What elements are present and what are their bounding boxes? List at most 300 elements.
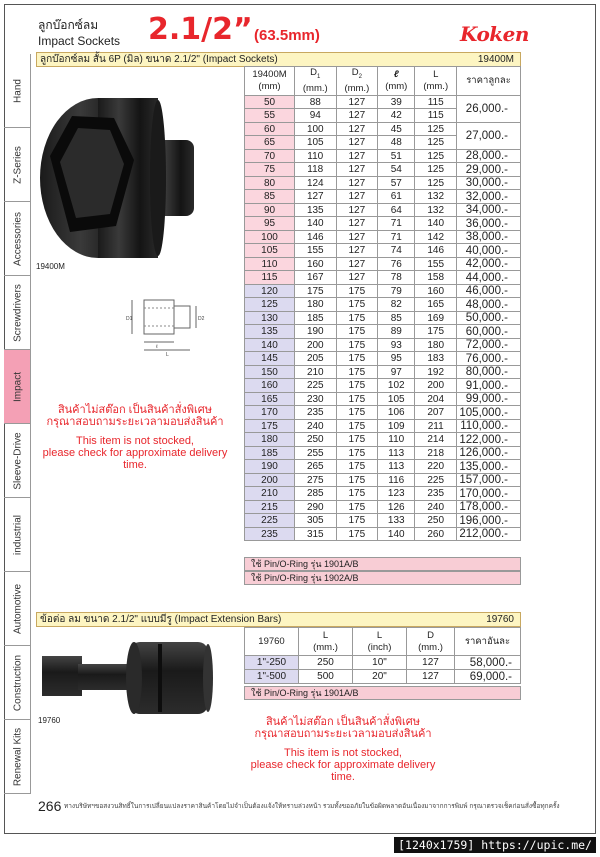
cell-price: 27,000.- <box>457 122 521 149</box>
cell-l: 115 <box>415 109 457 123</box>
cell-d2: 175 <box>336 338 378 352</box>
table-row <box>245 257 521 271</box>
cell-d1: 167 <box>295 271 337 285</box>
cell-l: 71 <box>378 230 415 244</box>
cell-l: 158 <box>415 271 457 285</box>
cell-size: 140 <box>245 338 295 352</box>
cell-l: 225 <box>415 473 457 487</box>
cell-d1: 105 <box>295 136 337 150</box>
cell-l: 76 <box>378 257 415 271</box>
cell-d2: 175 <box>336 419 378 433</box>
extension-image-caption: 19760 <box>38 716 61 725</box>
footer-disclaimer: ทางบริษัทฯขอสงวนสิทธิ์ในการเปลี่ยนแปลงราคาสินค้าโดยไม่จำเป็นต้องแจ้งให้ทราบล่วงหน้า รวมทั้งขออภัยในข้อผิดพลาดอันเนื่องมาจากการพิมพ์ กรุณาตรวจเช็คก่อนสั่งซื้อทุกครั้ง <box>64 803 560 810</box>
notice-english-line-1: This item is not stocked, <box>76 435 194 447</box>
cell-size: 175 <box>245 419 295 433</box>
cell-price: 28,000.- <box>457 149 521 163</box>
cell-l: 78 <box>378 271 415 285</box>
cell-l: 93 <box>378 338 415 352</box>
cell-d1: 185 <box>295 311 337 325</box>
cell-price: 60,000.- <box>457 325 521 339</box>
cell-d2: 175 <box>336 460 378 474</box>
cell-d1: 140 <box>295 217 337 231</box>
cell-price: 110,000.- <box>457 419 521 433</box>
cell-d1: 265 <box>295 460 337 474</box>
cell-price: 99,000.- <box>457 392 521 406</box>
svg-text:D1: D1 <box>126 316 133 322</box>
tab-sleeve-drive[interactable] <box>4 424 31 498</box>
col-model: 19400M (mm) <box>245 67 295 96</box>
cell-size: 50 <box>245 95 295 109</box>
cell-d1: 275 <box>295 473 337 487</box>
cell-d2: 175 <box>336 487 378 501</box>
tab-impact[interactable] <box>4 350 31 424</box>
cell-price: 91,000.- <box>457 379 521 393</box>
tab-label: Construction <box>12 654 23 711</box>
table-row <box>245 500 521 514</box>
cell-price: 126,000.- <box>457 446 521 460</box>
cell-d1: 124 <box>295 176 337 190</box>
cell-price: 196,000.- <box>457 514 521 528</box>
cell-price: 72,000.- <box>457 338 521 352</box>
cell-l: 200 <box>415 379 457 393</box>
cell-l: 204 <box>415 392 457 406</box>
cell-l: 250 <box>415 514 457 528</box>
socket-section-code: 19400M <box>477 54 514 65</box>
cell-l: 169 <box>415 311 457 325</box>
cell-d1: 100 <box>295 122 337 136</box>
tab-z-series[interactable] <box>4 128 31 202</box>
table-row <box>245 338 521 352</box>
table-row <box>245 406 521 420</box>
cell-l: 160 <box>415 284 457 298</box>
socket-spec-table <box>244 66 521 541</box>
page-number: 266 <box>38 798 62 814</box>
cell-l: 142 <box>415 230 457 244</box>
cell-d1: 240 <box>295 419 337 433</box>
cell-price: 178,000.- <box>457 500 521 514</box>
ext-col-model: 19760 <box>245 628 299 656</box>
cell-l: 95 <box>378 352 415 366</box>
tab-screwdrivers[interactable] <box>4 276 31 350</box>
table-row <box>245 487 521 501</box>
cell-d2: 127 <box>336 244 378 258</box>
cell-d2: 127 <box>336 136 378 150</box>
cell-price: 30,000.- <box>457 176 521 190</box>
table-row <box>245 271 521 285</box>
table-row <box>245 176 521 190</box>
header-title-english: Impact Sockets <box>38 34 121 48</box>
table-row <box>245 298 521 312</box>
impact-extension-bar-image <box>38 634 214 716</box>
cell-model: 1"-250 <box>245 656 299 670</box>
cell-l: 42 <box>378 109 415 123</box>
table-row <box>245 379 521 393</box>
cell-size: 130 <box>245 311 295 325</box>
pin-oring-note-1: ใช้ Pin/O-Ring รุ่น 1901A/B <box>244 557 521 571</box>
cell-size: 60 <box>245 122 295 136</box>
socket-stock-notice <box>30 404 240 471</box>
table-row <box>245 656 521 670</box>
cell-l: 260 <box>415 527 457 541</box>
table-row <box>245 284 521 298</box>
cell-l: 180 <box>415 338 457 352</box>
cell-l: 109 <box>378 419 415 433</box>
cell-d2: 175 <box>336 406 378 420</box>
ext-col-l-mm: L (mm.) <box>299 628 353 656</box>
cell-d1: 305 <box>295 514 337 528</box>
extension-spec-table <box>244 627 521 684</box>
cell-price: 26,000.- <box>457 95 521 122</box>
cell-l: 48 <box>378 136 415 150</box>
table-row <box>245 203 521 217</box>
cell-l: 125 <box>415 136 457 150</box>
table-row <box>245 433 521 447</box>
cell-l: 106 <box>378 406 415 420</box>
cell-d1: 110 <box>295 149 337 163</box>
cell-d2: 175 <box>336 473 378 487</box>
cell-price: 48,000.- <box>457 298 521 312</box>
cell-l: 82 <box>378 298 415 312</box>
cell-d2: 175 <box>336 392 378 406</box>
tab-label: Renewal Kits <box>12 727 23 786</box>
cell-size: 135 <box>245 325 295 339</box>
image-watermark: [1240x1759] https://upic.me/ <box>394 837 596 853</box>
cell-l: 133 <box>378 514 415 528</box>
cell-size: 105 <box>245 244 295 258</box>
cell-size: 95 <box>245 217 295 231</box>
cell-d2: 127 <box>336 217 378 231</box>
cell-price: 122,000.- <box>457 433 521 447</box>
tab-label: Z-Series <box>12 145 23 184</box>
cell-d1: 127 <box>295 190 337 204</box>
cell-l: 132 <box>415 203 457 217</box>
cell-size: 115 <box>245 271 295 285</box>
cell-l: 125 <box>415 176 457 190</box>
cell-l: 125 <box>415 163 457 177</box>
tab-label: Impact <box>12 371 23 402</box>
col-d2: $D_2$ (mm.) <box>336 67 378 96</box>
cell-d2: 127 <box>336 163 378 177</box>
cell-l: 165 <box>415 298 457 312</box>
cell-l: 57 <box>378 176 415 190</box>
cell-d1: 255 <box>295 446 337 460</box>
cell-d1: 250 <box>295 433 337 447</box>
cell-price: 76,000.- <box>457 352 521 366</box>
header-title-thai: ลูกบ๊อกซ์ลม <box>38 18 99 32</box>
tab-automotive[interactable] <box>4 572 31 646</box>
socket-image-caption: 19400M <box>36 262 65 271</box>
cell-l: 207 <box>415 406 457 420</box>
cell-size: 160 <box>245 379 295 393</box>
koken-logo: Koken <box>460 22 529 46</box>
cell-d2: 175 <box>336 352 378 366</box>
cell-size: 65 <box>245 136 295 150</box>
cell-size: 100 <box>245 230 295 244</box>
notice-thai-line-2: กรุณาสอบถามระยะเวลามอบส่งสินค้า <box>46 416 224 428</box>
cell-l: 89 <box>378 325 415 339</box>
cell-d2: 175 <box>336 379 378 393</box>
cell-d1: 180 <box>295 298 337 312</box>
cell-l: 240 <box>415 500 457 514</box>
cell-d2: 175 <box>336 325 378 339</box>
tab-label: Sleeve-Drive <box>12 431 23 490</box>
cell-d1: 315 <box>295 527 337 541</box>
header-size: 2.1/2” <box>148 12 253 47</box>
cell-l: 71 <box>378 217 415 231</box>
cell-d2: 175 <box>336 311 378 325</box>
cell-d2: 175 <box>336 433 378 447</box>
cell-l: 220 <box>415 460 457 474</box>
cell-price: 69,000.- <box>455 670 521 684</box>
table-row <box>245 217 521 231</box>
cell-size: 55 <box>245 109 295 123</box>
cell-l: 45 <box>378 122 415 136</box>
notice-english-line-3: time. <box>123 459 147 471</box>
svg-text:L: L <box>166 352 169 356</box>
cell-size: 200 <box>245 473 295 487</box>
cell-d1: 175 <box>295 284 337 298</box>
table-row <box>245 365 521 379</box>
table-row <box>245 190 521 204</box>
cell-l: 102 <box>378 379 415 393</box>
col-d1: $D_1$ (mm.) <box>295 67 337 96</box>
cell-price: 40,000.- <box>457 244 521 258</box>
cell-l: 183 <box>415 352 457 366</box>
cell-l: 116 <box>378 473 415 487</box>
cell-d2: 175 <box>336 298 378 312</box>
cell-l: 54 <box>378 163 415 177</box>
extension-section-code: 19760 <box>486 614 514 625</box>
cell-l: 85 <box>378 311 415 325</box>
cell-d1: 210 <box>295 365 337 379</box>
cell-d2: 127 <box>336 203 378 217</box>
notice-thai-line-1: สินค้าไม่สต๊อก เป็นสินค้าสั่งพิเศษ <box>57 404 213 416</box>
extension-stock-notice <box>240 716 446 783</box>
tab-label: Accessories <box>12 211 23 266</box>
cell-price: 44,000.- <box>457 271 521 285</box>
ext-notice-english-line-1: This item is not stocked, <box>284 747 402 759</box>
svg-text:ℓ: ℓ <box>156 344 158 350</box>
cell-l: 214 <box>415 433 457 447</box>
ext-notice-english-line-2: please check for approximate delivery <box>250 759 436 771</box>
socket-dimension-diagram <box>126 290 206 356</box>
cell-d1: 230 <box>295 392 337 406</box>
cell-size: 190 <box>245 460 295 474</box>
cell-d2: 175 <box>336 514 378 528</box>
cell-d2: 175 <box>336 446 378 460</box>
cell-price: 36,000.- <box>457 217 521 231</box>
cell-d1: 155 <box>295 244 337 258</box>
ext-notice-thai-line-1: สินค้าไม่สต๊อก เป็นสินค้าสั่งพิเศษ <box>265 716 421 728</box>
cell-l: 74 <box>378 244 415 258</box>
col-price: ราคาลูกละ <box>457 67 521 96</box>
cell-size: 110 <box>245 257 295 271</box>
cell-size: 210 <box>245 487 295 501</box>
cell-price: 170,000.- <box>457 487 521 501</box>
col-l-big: L (mm.) <box>415 67 457 96</box>
cell-l: 218 <box>415 446 457 460</box>
cell-price: 38,000.- <box>457 230 521 244</box>
cell-d1: 235 <box>295 406 337 420</box>
cell-size: 85 <box>245 190 295 204</box>
cell-size: 170 <box>245 406 295 420</box>
cell-price: 34,000.- <box>457 203 521 217</box>
cell-l: 123 <box>378 487 415 501</box>
cell-d: 127 <box>407 670 455 684</box>
cell-l: 126 <box>378 500 415 514</box>
cell-l: 39 <box>378 95 415 109</box>
table-row <box>245 527 521 541</box>
cell-d2: 175 <box>336 284 378 298</box>
cell-model: 1"-500 <box>245 670 299 684</box>
col-l-small: ℓ (mm) <box>378 67 415 96</box>
tab-label: Screwdrivers <box>12 283 23 342</box>
socket-section-title: ลูกบ๊อกซ์ลม สั้น 6P (มิล) ขนาด 2.1/2" (Impact Sockets) <box>40 54 278 65</box>
table-row <box>245 419 521 433</box>
cell-l: 140 <box>415 217 457 231</box>
cell-price: 80,000.- <box>457 365 521 379</box>
cell-price: 135,000.- <box>457 460 521 474</box>
cell-size: 215 <box>245 500 295 514</box>
cell-d: 127 <box>407 656 455 670</box>
cell-d2: 127 <box>336 271 378 285</box>
table-row <box>245 95 521 109</box>
cell-d2: 175 <box>336 500 378 514</box>
cell-l: 132 <box>415 190 457 204</box>
pin-oring-note-2: ใช้ Pin/O-Ring รุ่น 1902A/B <box>244 571 521 585</box>
cell-size: 235 <box>245 527 295 541</box>
cell-price: 46,000.- <box>457 284 521 298</box>
cell-l: 175 <box>415 325 457 339</box>
extension-section-bar <box>36 612 521 627</box>
table-row <box>245 514 521 528</box>
cell-d2: 127 <box>336 149 378 163</box>
cell-price: 105,000.- <box>457 406 521 420</box>
notice-english-line-2: please check for approximate delivery <box>42 447 228 459</box>
tab-industrial[interactable] <box>4 498 31 572</box>
cell-size: 165 <box>245 392 295 406</box>
cell-d2: 127 <box>336 190 378 204</box>
cell-d1: 135 <box>295 203 337 217</box>
cell-price: 50,000.- <box>457 311 521 325</box>
cell-d1: 205 <box>295 352 337 366</box>
cell-l: 192 <box>415 365 457 379</box>
table-row <box>245 392 521 406</box>
cell-size: 75 <box>245 163 295 177</box>
socket-section-bar <box>36 52 521 67</box>
cell-l-inch: 10" <box>353 656 407 670</box>
cell-l: 79 <box>378 284 415 298</box>
cell-d1: 88 <box>295 95 337 109</box>
cell-d1: 118 <box>295 163 337 177</box>
cell-size: 120 <box>245 284 295 298</box>
tab-label: industrial <box>12 514 23 555</box>
table-row <box>245 230 521 244</box>
cell-price: 42,000.- <box>457 257 521 271</box>
cell-d1: 200 <box>295 338 337 352</box>
cell-l-mm: 250 <box>299 656 353 670</box>
cell-l: 115 <box>415 95 457 109</box>
cell-d1: 94 <box>295 109 337 123</box>
cell-price: 212,000.- <box>457 527 521 541</box>
cell-d2: 175 <box>336 365 378 379</box>
cell-size: 70 <box>245 149 295 163</box>
cell-l: 155 <box>415 257 457 271</box>
cell-price: 29,000.- <box>457 163 521 177</box>
cell-l: 125 <box>415 149 457 163</box>
cell-size: 180 <box>245 433 295 447</box>
cell-size: 125 <box>245 298 295 312</box>
cell-d2: 127 <box>336 95 378 109</box>
extension-pin-oring-note: ใช้ Pin/O-Ring รุ่น 1901A/B <box>244 686 521 700</box>
svg-text:D2: D2 <box>198 316 205 322</box>
cell-size: 145 <box>245 352 295 366</box>
cell-d2: 127 <box>336 257 378 271</box>
tab-hand[interactable] <box>4 54 31 128</box>
cell-d2: 127 <box>336 122 378 136</box>
tab-accessories[interactable] <box>4 202 31 276</box>
table-row <box>245 244 521 258</box>
extension-section-title: ข้อต่อ ลม ขนาด 2.1/2" แบบมีรู (Impact Extension Bars) <box>40 614 282 625</box>
cell-d1: 290 <box>295 500 337 514</box>
table-row <box>245 473 521 487</box>
cell-d1: 160 <box>295 257 337 271</box>
cell-l: 140 <box>378 527 415 541</box>
cell-d2: 127 <box>336 176 378 190</box>
cell-l: 113 <box>378 446 415 460</box>
table-row <box>245 311 521 325</box>
cell-l: 105 <box>378 392 415 406</box>
cell-size: 225 <box>245 514 295 528</box>
cell-l: 97 <box>378 365 415 379</box>
table-row <box>245 352 521 366</box>
cell-d1: 146 <box>295 230 337 244</box>
cell-d1: 285 <box>295 487 337 501</box>
cell-d2: 175 <box>336 527 378 541</box>
cell-l: 64 <box>378 203 415 217</box>
cell-size: 80 <box>245 176 295 190</box>
cell-l: 61 <box>378 190 415 204</box>
ext-col-d: D (mm.) <box>407 628 455 656</box>
table-row <box>245 446 521 460</box>
cell-d2: 127 <box>336 109 378 123</box>
header-size-mm: (63.5mm) <box>254 27 320 44</box>
cell-price: 157,000.- <box>457 473 521 487</box>
cell-d1: 190 <box>295 325 337 339</box>
cell-size: 90 <box>245 203 295 217</box>
cell-l: 211 <box>415 419 457 433</box>
cell-l: 113 <box>378 460 415 474</box>
ext-notice-thai-line-2: กรุณาสอบถามระยะเวลามอบส่งสินค้า <box>254 728 432 740</box>
tab-construction[interactable] <box>4 646 31 720</box>
cell-l: 51 <box>378 149 415 163</box>
table-row <box>245 149 521 163</box>
table-row <box>245 325 521 339</box>
tab-label: Hand <box>12 78 23 103</box>
category-tabs <box>4 54 31 794</box>
table-row <box>245 163 521 177</box>
ext-col-price: ราคาอันละ <box>455 628 521 656</box>
tab-label: Automotive <box>12 583 23 634</box>
table-row <box>245 460 521 474</box>
cell-price: 58,000.- <box>455 656 521 670</box>
cell-l: 146 <box>415 244 457 258</box>
cell-d2: 127 <box>336 230 378 244</box>
cell-size: 185 <box>245 446 295 460</box>
cell-l: 110 <box>378 433 415 447</box>
table-row <box>245 670 521 684</box>
tab-renewal-kits[interactable] <box>4 720 31 794</box>
